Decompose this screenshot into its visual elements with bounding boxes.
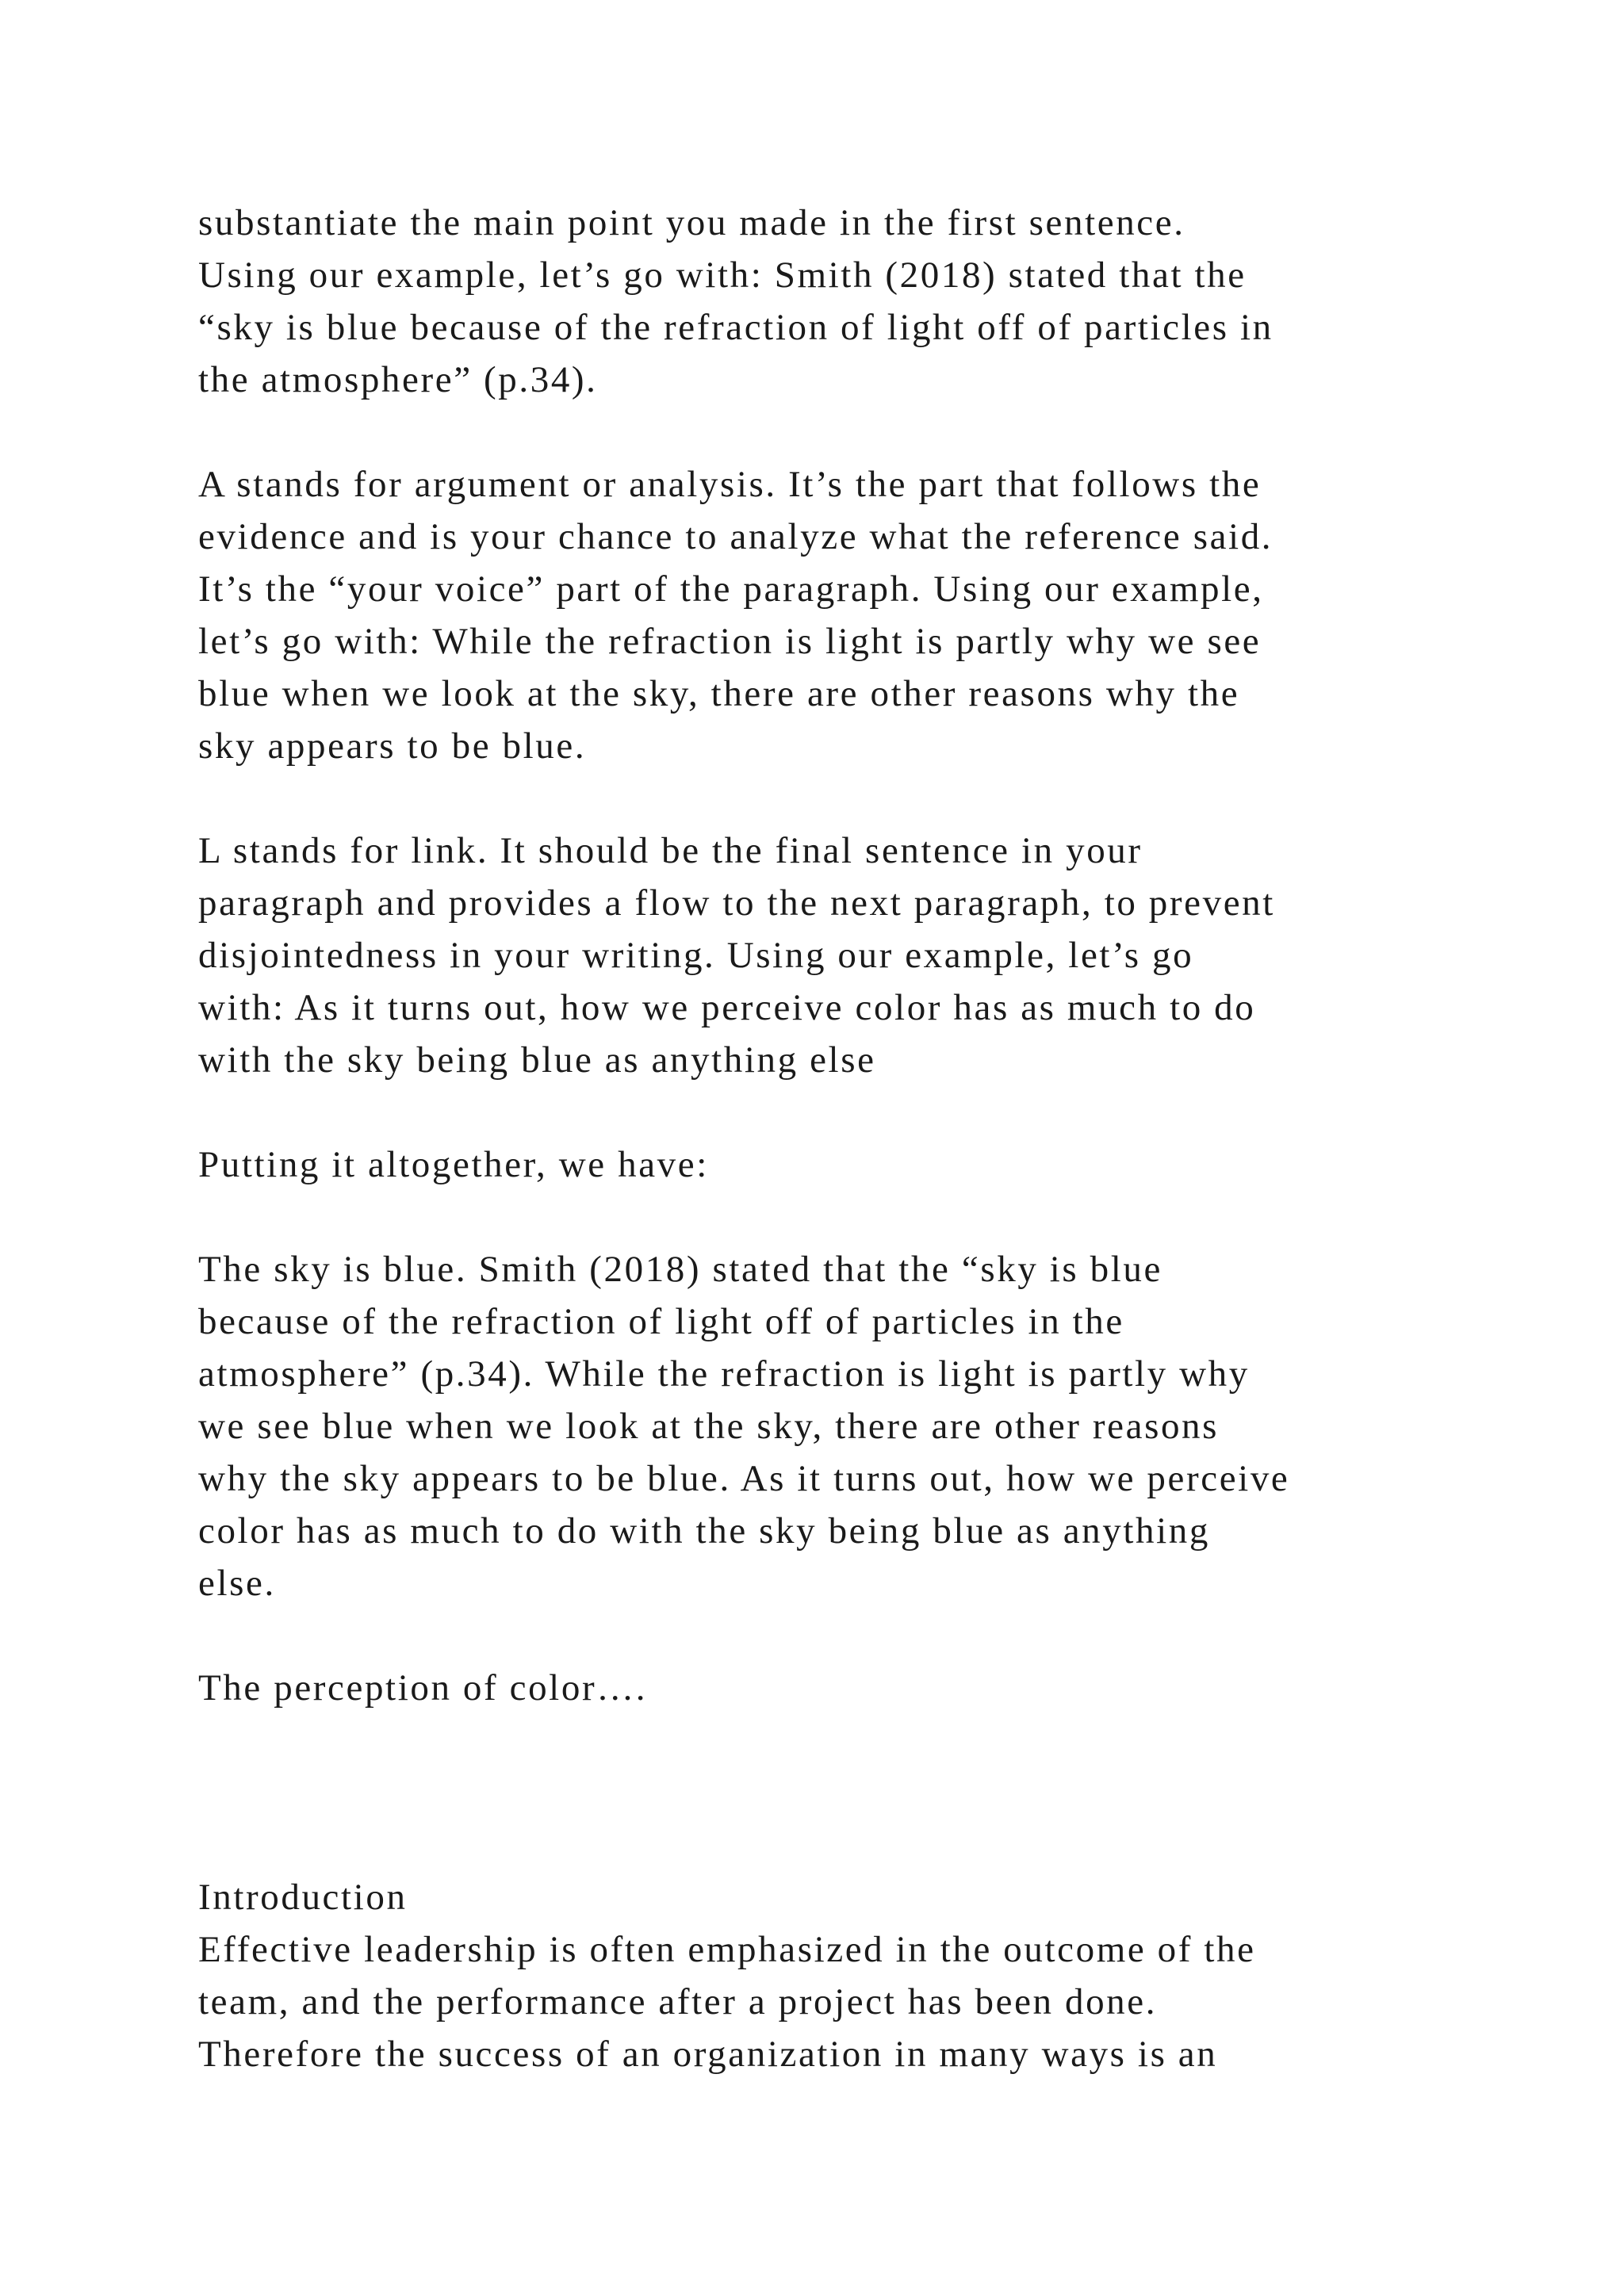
paragraph-spacer (198, 1766, 1546, 1819)
paragraph-spacer (198, 1714, 1546, 1766)
paragraph-spacer (198, 1819, 1546, 1871)
text-line: with the sky being blue as anything else (198, 1039, 876, 1081)
text-line: evidence and is your chance to analyze what the reference said. (198, 516, 1274, 557)
text-line: The sky is blue. Smith (2018) stated that the “sky is blue (198, 1249, 1162, 1290)
text-line: Therefore the success of an organization in many ways is an (198, 2034, 1218, 2075)
text-line: substantiate the main point you made in the first sentence. (198, 202, 1185, 243)
text-line: Using our example, let’s go with: Smith (2018) stated that the (198, 254, 1247, 296)
paragraph-putting-together (198, 1138, 1546, 1191)
text-line: let’s go with: While the refraction is light is partly why we see (198, 621, 1262, 662)
section-heading: Introduction (198, 1877, 408, 1918)
text-line: L stands for link. It should be the final sentence in your (198, 830, 1143, 871)
text-line: with: As it turns out, how we perceive color has as much to do (198, 987, 1256, 1028)
text-line: Effective leadership is often emphasized in the outcome of the (198, 1929, 1256, 1970)
paragraph-spacer (198, 1086, 1546, 1138)
paragraph-spacer (198, 406, 1546, 458)
text-line: It’s the “your voice” part of the paragraph. Using our example, (198, 568, 1264, 610)
text-line: A stands for argument or analysis. It’s the part that follows the (198, 464, 1262, 505)
text-line: blue when we look at the sky, there are other reasons why the (198, 673, 1240, 714)
text-line: we see blue when we look at the sky, there are other reasons (198, 1406, 1220, 1447)
text-line: why the sky appears to be blue. As it turns out, how we perceive (198, 1458, 1290, 1499)
paragraph-example (198, 1243, 1546, 1609)
document-body (198, 197, 1546, 2080)
text-line: Putting it altogether, we have: (198, 1144, 709, 1185)
text-line: “sky is blue because of the refraction of light off of particles in (198, 307, 1274, 348)
paragraph-spacer (198, 772, 1546, 825)
introduction-section (198, 1871, 1546, 2080)
paragraph-link (198, 825, 1546, 1086)
text-line: color has as much to do with the sky being blue as anything (198, 1510, 1210, 1552)
text-line: atmosphere” (p.34). While the refraction is light is partly why (198, 1353, 1250, 1395)
paragraph-perception (198, 1662, 1546, 1714)
text-line: because of the refraction of light off of particles in the (198, 1301, 1124, 1342)
text-line: sky appears to be blue. (198, 725, 587, 767)
text-line: paragraph and provides a flow to the next paragraph, to prevent (198, 882, 1275, 924)
text-line: else. (198, 1563, 276, 1604)
text-line: The perception of color…. (198, 1667, 648, 1709)
paragraph-spacer (198, 1191, 1546, 1243)
paragraph-evidence (198, 197, 1546, 406)
text-line: team, and the performance after a project has been done. (198, 1981, 1158, 2022)
text-line: disjointedness in your writing. Using our example, let’s go (198, 935, 1194, 976)
text-line: the atmosphere” (p.34). (198, 359, 598, 400)
paragraph-spacer (198, 1609, 1546, 1662)
paragraph-analysis (198, 458, 1546, 772)
